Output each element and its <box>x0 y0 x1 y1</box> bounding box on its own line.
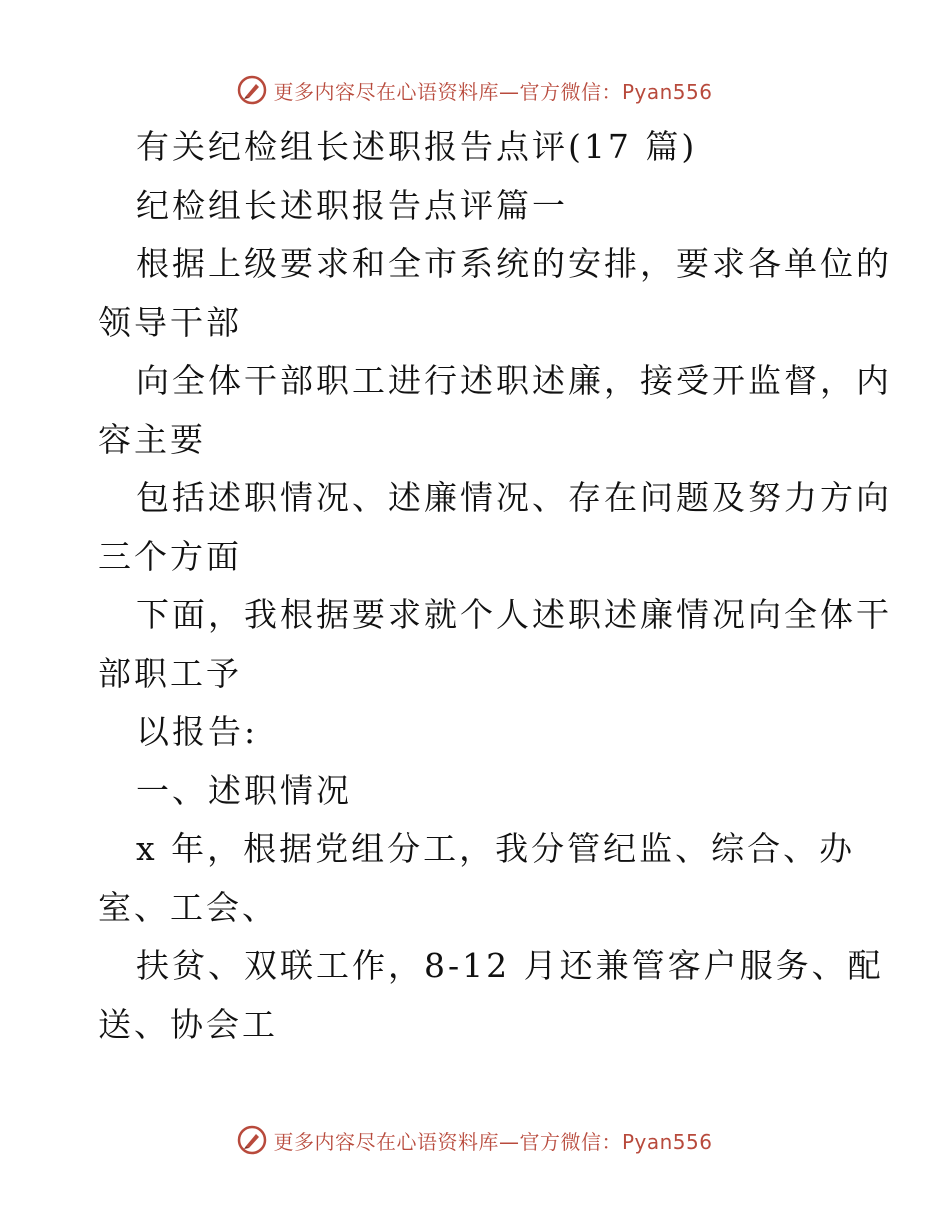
pen-nib-logo-icon <box>237 75 267 105</box>
document-body <box>98 118 892 1054</box>
paragraph-line: 以报告: <box>136 712 259 751</box>
paragraph-line: 包括述职情况、述廉情况、存在问题及努力方向 <box>136 478 892 517</box>
paragraph-line: 三个方面 <box>98 536 242 576</box>
pen-nib-logo-icon <box>237 1125 267 1155</box>
subsection-heading: 一、述职情况 <box>136 770 352 810</box>
paragraph-line: 下面，我根据要求就个人述职述廉情况向全体干 <box>136 595 892 634</box>
footer-watermark <box>0 1120 950 1160</box>
paragraph-line: 室、工会、 <box>98 887 278 927</box>
document-title: 有关纪检组长述职报告点评(17 篇) <box>136 127 698 166</box>
header-watermark <box>0 70 950 110</box>
watermark-text: 更多内容尽在心语资料库—官方微信：Pyan556 <box>273 1129 713 1154</box>
paragraph-line: 扶贫、双联工作，8-12 月还兼管客户服务、配 <box>136 946 884 985</box>
paragraph-line: x 年，根据党组分工，我分管纪监、综合、办 <box>136 829 856 868</box>
paragraph-line: 向全体干部职工进行述职述廉，接受开监督，内 <box>136 361 892 400</box>
watermark-text: 更多内容尽在心语资料库—官方微信：Pyan556 <box>273 79 713 104</box>
paragraph-line: 部职工予 <box>98 653 242 693</box>
paragraph-line: 送、协会工 <box>98 1004 278 1044</box>
paragraph-line: 领导干部 <box>98 302 242 342</box>
section-heading: 纪检组长述职报告点评篇一 <box>136 185 568 225</box>
paragraph-line: 根据上级要求和全市系统的安排，要求各单位的 <box>136 244 892 283</box>
paragraph-line: 容主要 <box>98 419 206 459</box>
